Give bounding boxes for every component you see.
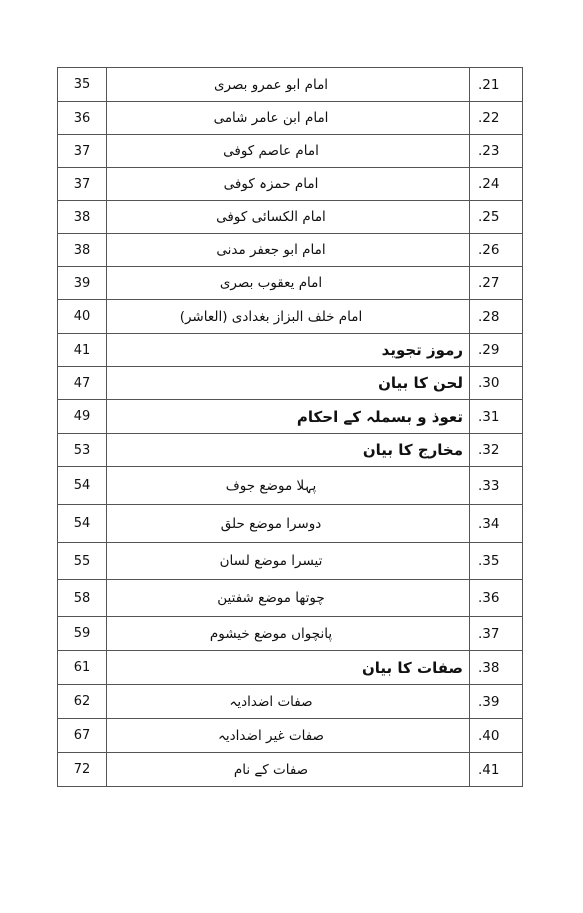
title-cell: [107, 135, 470, 168]
table-row: [58, 168, 523, 201]
serial-number-cell: .40: [470, 719, 523, 753]
page-number-cell: 55: [58, 543, 107, 580]
entry-title: امام ابن عامر شامی: [213, 110, 329, 126]
page-number-cell: 49: [58, 400, 107, 434]
serial-number-cell: .41: [470, 753, 523, 787]
title-cell: [107, 467, 470, 505]
page-number-cell: 37: [58, 135, 107, 168]
table-row: [58, 234, 523, 267]
title-cell: [107, 543, 470, 580]
serial-number-cell: .32: [470, 434, 523, 467]
serial-number-cell: .24: [470, 168, 523, 201]
title-cell: [107, 168, 470, 201]
table-row: [58, 543, 523, 580]
page-number-cell: 38: [58, 201, 107, 234]
entry-title: امام یعقوب بصری: [219, 275, 323, 291]
section-heading: مخارج کا بیان: [362, 441, 463, 459]
entry-title: پہلا موضع جوف: [225, 477, 317, 494]
serial-number-cell: .31: [470, 400, 523, 434]
entry-title: امام ابو عمرو بصری: [213, 76, 329, 93]
entry-title: امام خلف البزاز بغدادی (العاشر): [179, 308, 363, 325]
table-row: [58, 753, 523, 787]
table-row: [58, 267, 523, 300]
title-cell: [107, 300, 470, 334]
entry-title: دوسرا موضع حلق: [220, 515, 322, 532]
serial-number-cell: .30: [470, 367, 523, 400]
table-row: [58, 434, 523, 467]
table-row: [58, 334, 523, 367]
page-number-cell: 58: [58, 580, 107, 617]
title-cell: [107, 334, 470, 367]
title-cell: [107, 367, 470, 400]
page-number-cell: 36: [58, 102, 107, 135]
title-cell: [107, 400, 470, 434]
entry-title: امام حمزہ کوفی: [223, 176, 319, 192]
page-number-cell: 59: [58, 617, 107, 651]
table-row: [58, 719, 523, 753]
page-number-cell: 35: [58, 68, 107, 102]
title-cell: [107, 719, 470, 753]
serial-number-cell: .35: [470, 543, 523, 580]
serial-number-cell: .37: [470, 617, 523, 651]
entry-title: امام الکسائی کوفی: [216, 209, 326, 225]
page-number-cell: 39: [58, 267, 107, 300]
entry-title: صفات غیر اضدادیہ: [217, 727, 324, 744]
serial-number-cell: .36: [470, 580, 523, 617]
page-number-cell: 62: [58, 685, 107, 719]
table-row: [58, 102, 523, 135]
page-number-cell: 38: [58, 234, 107, 267]
entry-title: صفات کے نام: [233, 761, 309, 778]
serial-number-cell: .34: [470, 505, 523, 543]
page-number-cell: 61: [58, 651, 107, 685]
table-row: [58, 467, 523, 505]
section-heading: صفات کا بیان: [362, 658, 463, 677]
entry-title: صفات اضدادیہ: [229, 693, 313, 710]
page-number-cell: 37: [58, 168, 107, 201]
serial-number-cell: .27: [470, 267, 523, 300]
table-row: [58, 685, 523, 719]
entry-title: امام عاصم کوفی: [223, 143, 319, 159]
serial-number-cell: .38: [470, 651, 523, 685]
table-row: [58, 68, 523, 102]
title-cell: [107, 201, 470, 234]
page-number-cell: 67: [58, 719, 107, 753]
page-number-cell: 54: [58, 505, 107, 543]
title-cell: [107, 234, 470, 267]
serial-number-cell: .29: [470, 334, 523, 367]
table-row: [58, 617, 523, 651]
toc-body: [58, 68, 523, 787]
title-cell: [107, 685, 470, 719]
table-row: [58, 651, 523, 685]
entry-title: تیسرا موضع لسان: [219, 553, 323, 569]
title-cell: [107, 753, 470, 787]
section-heading: رموز تجوید: [381, 341, 463, 359]
table-row: [58, 580, 523, 617]
table-row: [58, 505, 523, 543]
serial-number-cell: .22: [470, 102, 523, 135]
page-number-cell: 41: [58, 334, 107, 367]
serial-number-cell: .21: [470, 68, 523, 102]
title-cell: [107, 102, 470, 135]
serial-number-cell: .25: [470, 201, 523, 234]
page-number-cell: 54: [58, 467, 107, 505]
title-cell: [107, 68, 470, 102]
entry-title: پانچواں موضع خیشوم: [209, 625, 333, 642]
table-row: [58, 135, 523, 168]
title-cell: [107, 617, 470, 651]
serial-number-cell: .39: [470, 685, 523, 719]
serial-number-cell: .33: [470, 467, 523, 505]
title-cell: [107, 505, 470, 543]
table-row: [58, 201, 523, 234]
section-heading: تعوذ و بسملہ کے احکام: [296, 407, 463, 426]
page-number-cell: 40: [58, 300, 107, 334]
page-number-cell: 72: [58, 753, 107, 787]
entry-title: چوتھا موضع شفتین: [217, 590, 325, 606]
serial-number-cell: .26: [470, 234, 523, 267]
page-number-cell: 53: [58, 434, 107, 467]
table-row: [58, 367, 523, 400]
entry-title: امام ابو جعفر مدنی: [216, 242, 326, 258]
page-number-cell: 47: [58, 367, 107, 400]
table-row: [58, 300, 523, 334]
section-heading: لحن کا بیان: [378, 374, 463, 392]
serial-number-cell: .28: [470, 300, 523, 334]
serial-number-cell: .23: [470, 135, 523, 168]
table-row: [58, 400, 523, 434]
title-cell: [107, 267, 470, 300]
title-cell: [107, 651, 470, 685]
table-of-contents: [57, 67, 523, 787]
title-cell: [107, 434, 470, 467]
title-cell: [107, 580, 470, 617]
